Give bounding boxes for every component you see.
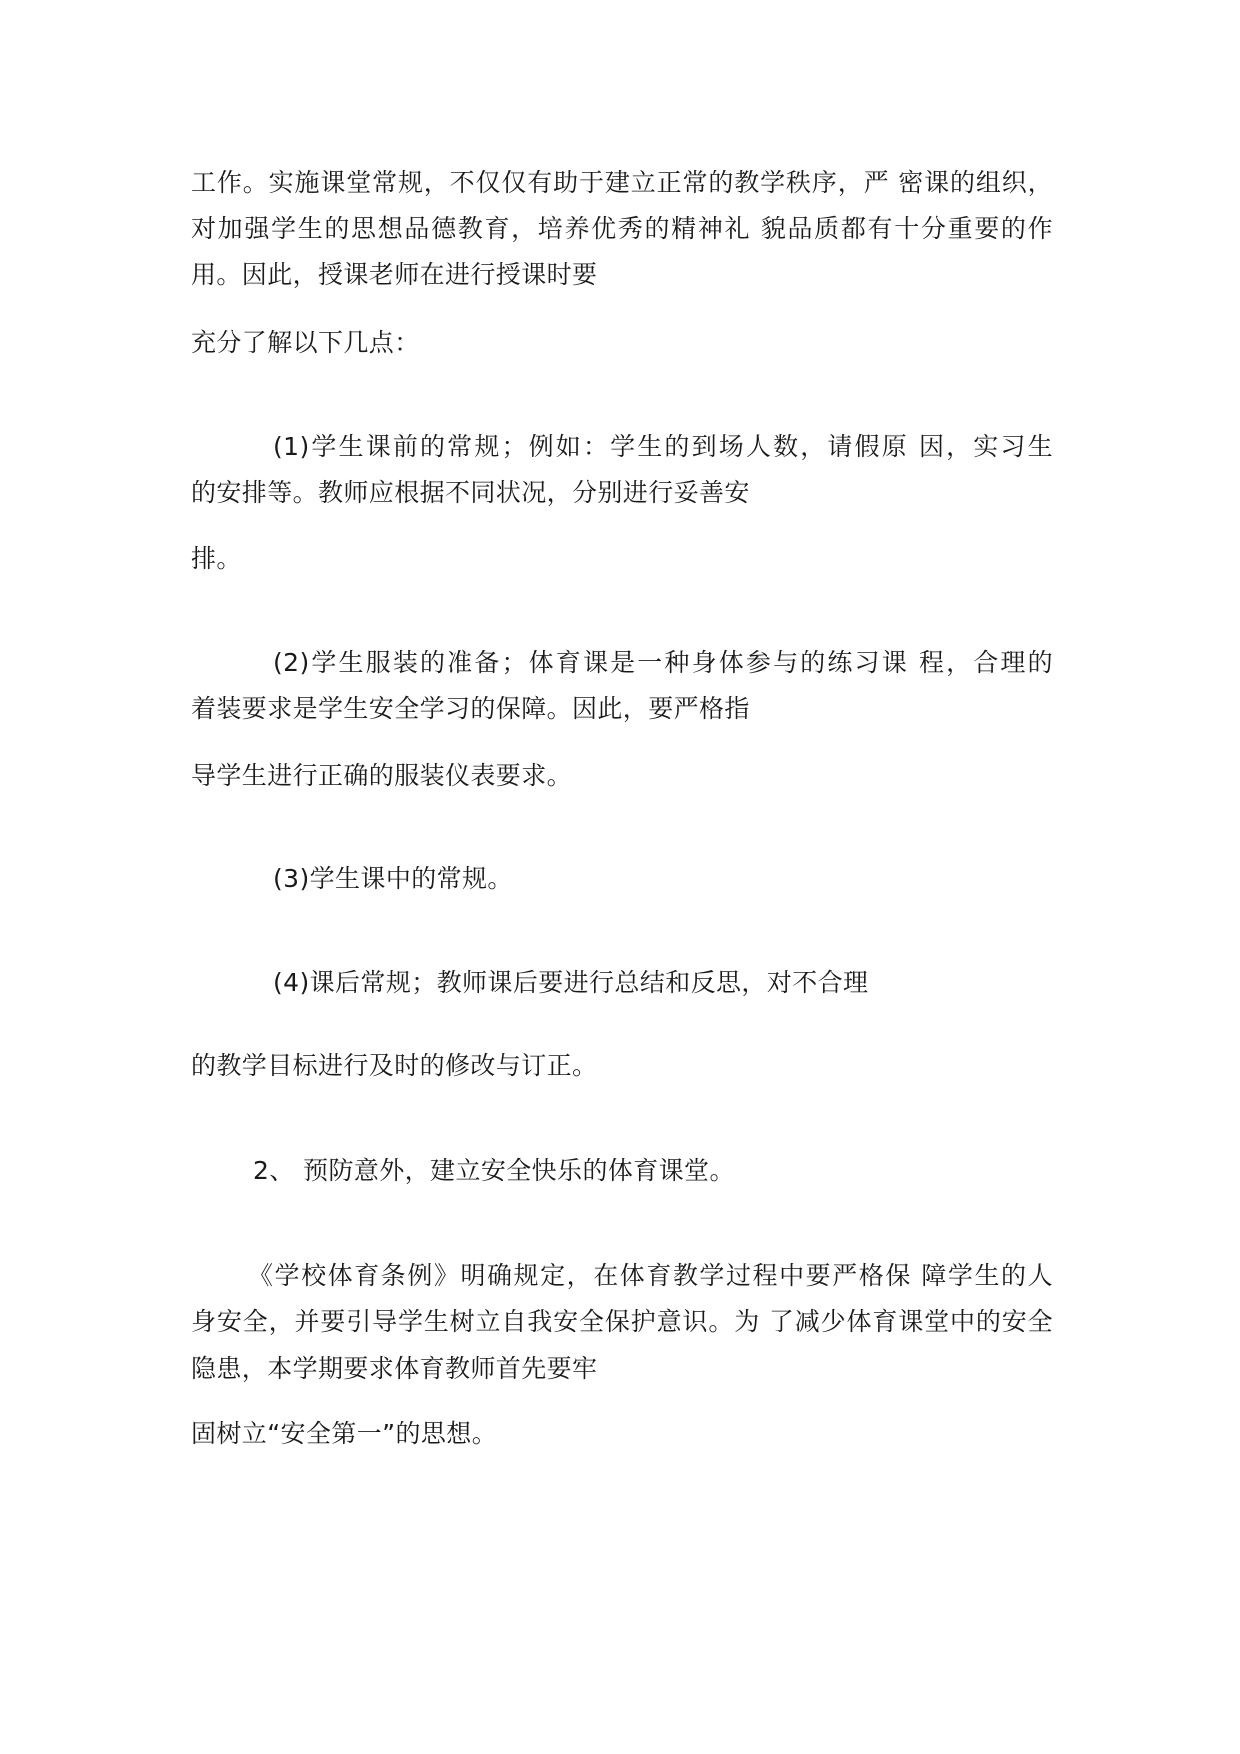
item-2-line-3: 导学生进行正确的服装仪表要求。 xyxy=(191,761,573,790)
item-4-line-1: (4)课后常规；教师课后要进行总结和反思，对不合理 xyxy=(273,968,869,997)
item-3: (3)学生课中的常规。 xyxy=(273,864,513,893)
section-2-line-1: 《学校体育条例》明确规定，在体育教学过程中要严格保 障学生的人 xyxy=(248,1261,1053,1290)
intro-line-2: 对加强学生的思想品德教育，培养优秀的精神礼 貌品质都有十分重要的作 xyxy=(191,214,1053,243)
intro-line-3: 用。因此，授课老师在进行授课时要 xyxy=(191,260,598,289)
item-1-line-3: 排。 xyxy=(191,544,242,573)
item-1-line-2: 的安排等。教师应根据不同状况，分别进行妥善安 xyxy=(191,478,750,507)
section-2-line-4: 固树立“安全第一”的思想。 xyxy=(191,1419,498,1448)
intro-continuation: 充分了解以下几点： xyxy=(191,328,420,357)
intro-line-1: 工作。实施课堂常规，不仅仅有助于建立正常的教学秩序，严 密课的组织， xyxy=(191,168,1053,197)
item-1-line-1: (1)学生课前的常规；例如：学生的到场人数，请假原 因，实习生 xyxy=(273,432,1053,461)
section-2-line-2: 身安全，并要引导学生树立自我安全保护意识。为 了减少体育课堂中的安全 xyxy=(191,1307,1053,1336)
section-2-line-3: 隐患，本学期要求体育教师首先要牢 xyxy=(191,1354,598,1383)
item-2-line-2: 着装要求是学生安全学习的保障。因此，要严格指 xyxy=(191,694,750,723)
item-2-line-1: (2)学生服装的准备；体育课是一种身体参与的练习课 程，合理的 xyxy=(273,648,1053,677)
section-2-heading: 2、 预防意外，建立安全快乐的体育课堂。 xyxy=(253,1156,735,1185)
item-4-line-2: 的教学目标进行及时的修改与订正。 xyxy=(191,1051,598,1080)
